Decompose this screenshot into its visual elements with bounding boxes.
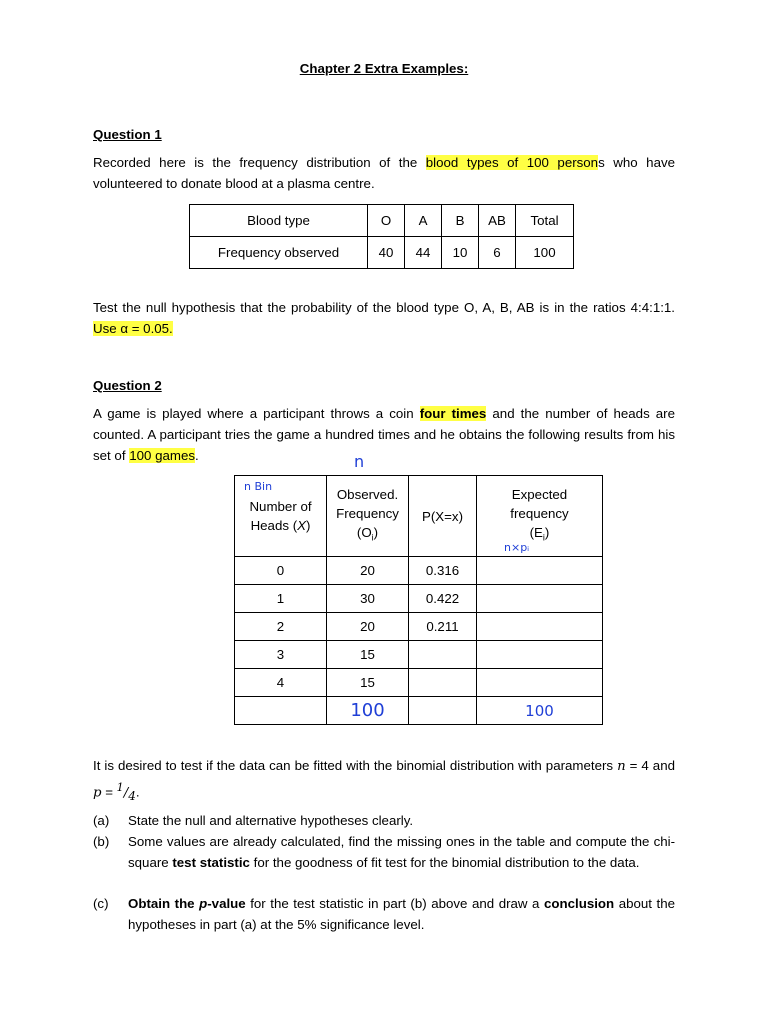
cell-x: 3: [235, 641, 327, 669]
freq-b: 10: [442, 237, 479, 269]
table-row: [235, 585, 603, 613]
header-oi-line: [327, 523, 408, 548]
q1-task-highlight: Use α = 0.05.: [93, 321, 173, 336]
handwritten-npi-mark: n×pᵢ: [504, 541, 530, 554]
question-1-intro: [93, 152, 675, 194]
freq-ab: 6: [479, 237, 516, 269]
header-oi-open: (O: [356, 524, 372, 540]
q2-highlight-100-games: 100 games: [129, 448, 196, 463]
cell-probability: 0.316: [409, 557, 477, 585]
param-p-denominator: 4: [128, 789, 136, 804]
q2-highlight-four-times: four times: [419, 406, 487, 421]
cell-probability: [409, 641, 477, 669]
param-p-equals: =: [101, 784, 117, 800]
q1-task-text: Test the null hypothesis that the probability of the blood type O, A, B, AB is in the ratios 4:4:1:1.: [93, 300, 675, 315]
header-number-line: Number of: [249, 499, 312, 514]
part-c-bold-p: p: [199, 896, 208, 911]
cell-expected: [477, 669, 603, 697]
handwritten-observed-total: 100: [350, 700, 385, 721]
cell-expected: [477, 613, 603, 641]
header-heads-close: ): [306, 518, 311, 533]
param-p: p: [93, 785, 102, 801]
row-label-frequency: Frequency observed: [190, 237, 368, 269]
part-b-text-2: for the goodness of fit test for the binomial distribution to the data.: [249, 855, 640, 870]
header-oi-sub: i: [371, 532, 374, 543]
param-p-numerator: 1: [116, 781, 124, 794]
part-b-bold: test statistic: [172, 855, 250, 870]
header-heads-text: Heads (: [250, 518, 298, 533]
cell-observed: 30: [327, 585, 409, 613]
part-c-text-2: about the hypotheses in part (a) at the 5% significance level.: [128, 896, 675, 932]
table-row: [235, 613, 603, 641]
blood-type-o: O: [368, 205, 405, 237]
handwritten-n-mark: n: [354, 452, 365, 471]
header-expected-line: Expected: [511, 486, 568, 502]
question-2-intro: [93, 403, 675, 466]
cell-observed: 20: [327, 557, 409, 585]
param-n: n: [617, 759, 626, 774]
q2-intro-text: A game is played where a participant throws a coin: [93, 406, 420, 421]
table-row: [190, 205, 574, 237]
header-observed-frequency: [327, 476, 409, 557]
table-row: [235, 669, 603, 697]
blood-type-ab: AB: [479, 205, 516, 237]
cell-x: 2: [235, 613, 327, 641]
header-p-expr: (X=x): [430, 508, 463, 524]
freq-total: 100: [516, 237, 574, 269]
q2-param-text: It is desired to test if the data can be fitted with the binomial distribution with parameters: [93, 758, 618, 773]
table-row: [235, 641, 603, 669]
part-c-bold-2: -value: [207, 896, 246, 911]
cell-expected: [477, 585, 603, 613]
question-1-heading: Question 1: [93, 127, 162, 142]
cell-observed: 20: [327, 613, 409, 641]
cell-observed: 15: [327, 669, 409, 697]
cell-expected-total: [477, 697, 603, 725]
cell-expected: [477, 641, 603, 669]
cell-probability: 0.422: [409, 585, 477, 613]
part-a-label: (a): [93, 813, 110, 828]
cell-observed-total: [327, 697, 409, 725]
q1-intro-text: Recorded here is the frequency distribution of the: [93, 155, 426, 170]
question-2-heading: Question 2: [93, 378, 162, 393]
coin-toss-table: [234, 475, 603, 725]
header-ei-open: (E: [529, 524, 543, 540]
page-title: Chapter 2 Extra Examples:: [299, 61, 469, 76]
question-1-task: [93, 297, 675, 339]
freq-a: 44: [405, 237, 442, 269]
header-probability: [409, 476, 477, 557]
table-total-row: [235, 697, 603, 725]
part-c-bold-conclusion: conclusion: [543, 896, 615, 911]
param-p-slash: /: [123, 785, 129, 801]
q1-intro-highlight: blood types of 100 person: [425, 155, 599, 170]
part-c-text: [128, 893, 675, 935]
table-header-row: [235, 476, 603, 557]
header-ei-line: [477, 523, 602, 548]
q1-intro-text-end: s who have volunteered to donate blood at a plasma centre.: [93, 155, 676, 191]
part-b-text-1: Some values are already calculated, find the missing ones in the table and compute the chi-square: [128, 834, 675, 870]
header-observed-line: Observed.: [336, 486, 399, 502]
part-c-label: (c): [93, 896, 109, 911]
q2-intro-text-mid: and the number of heads are counted. A participant tries the game a hundred times and he obtains the following results from his set of: [93, 406, 675, 463]
freq-o: 40: [368, 237, 405, 269]
row-label-blood-type: Blood type: [190, 205, 368, 237]
blood-type-total: Total: [516, 205, 574, 237]
cell-probability: 0.211: [409, 613, 477, 641]
table-row: [235, 557, 603, 585]
part-c-bold-1: Obtain the: [128, 896, 200, 911]
header-ei-sub: i: [542, 532, 545, 543]
part-b-text: [128, 831, 675, 873]
handwritten-expected-total: 100: [525, 701, 554, 720]
header-number-of-heads: [235, 476, 327, 557]
header-expected-frequency: [477, 476, 603, 557]
handwritten-bin-mark: n Bin: [244, 480, 273, 493]
question-2-parameters: [93, 755, 675, 807]
blood-type-table: [189, 204, 574, 269]
cell-expected: [477, 557, 603, 585]
cell-probability: [409, 669, 477, 697]
param-n-value: = 4 and: [625, 758, 675, 773]
header-ei-close: ): [544, 524, 550, 540]
part-b-label: (b): [93, 834, 110, 849]
header-heads-x: X: [297, 518, 306, 533]
part-c-text-1: for the test statistic in part (b) above and draw a: [245, 896, 544, 911]
header-p-letter: P: [421, 508, 431, 524]
q2-intro-text-end: .: [195, 448, 199, 463]
param-end: .: [135, 784, 140, 800]
cell-x: 0: [235, 557, 327, 585]
part-a-text: State the null and alternative hypotheses clearly.: [128, 813, 414, 828]
header-oi-close: ): [373, 524, 379, 540]
cell-x: 1: [235, 585, 327, 613]
blood-type-b: B: [442, 205, 479, 237]
cell-observed: 15: [327, 641, 409, 669]
cell-probability-total: [409, 697, 477, 725]
header-heads-line: [235, 516, 326, 535]
header-efreq-line: frequency: [510, 505, 569, 521]
header-frequency-line: Frequency: [336, 505, 399, 521]
cell-total-label: [235, 697, 327, 725]
table-row: [190, 237, 574, 269]
cell-x: 4: [235, 669, 327, 697]
blood-type-a: A: [405, 205, 442, 237]
